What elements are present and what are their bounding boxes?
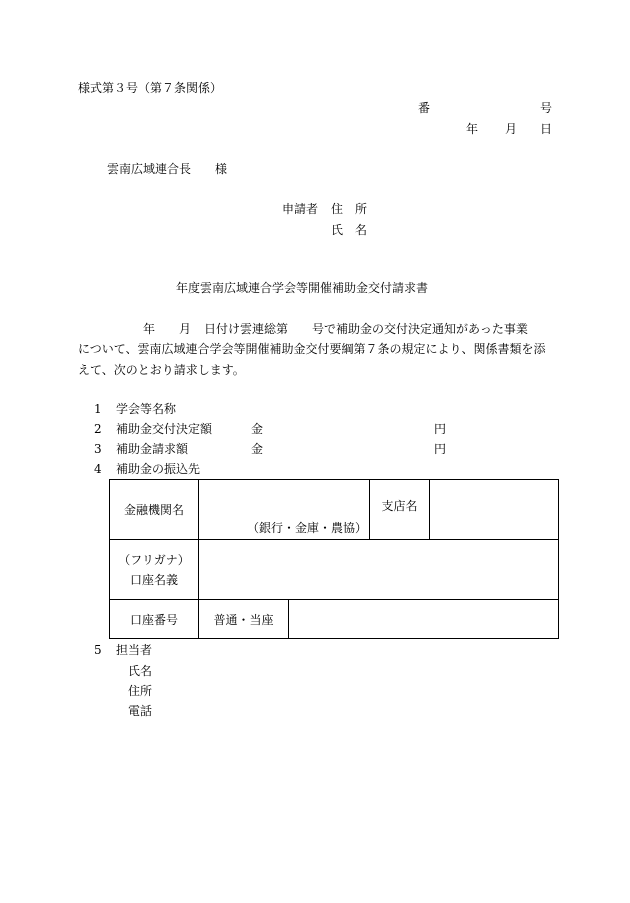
contact-phone: 電話 xyxy=(128,704,153,718)
institution-label-cell xyxy=(110,480,199,540)
item-3-label: 補助金請求額 xyxy=(116,442,189,456)
account-type-cell[interactable] xyxy=(199,600,289,639)
item-2-en: 円 xyxy=(434,422,447,436)
item-4-num: 4 xyxy=(94,462,102,476)
item-2-num: 2 xyxy=(94,422,102,436)
account-number-label-cell xyxy=(110,600,199,639)
account-number-label: 口座番号 xyxy=(129,612,178,627)
number-label: 番 xyxy=(418,101,431,115)
date-year: 年 xyxy=(466,122,479,136)
date-month: 月 xyxy=(505,122,518,136)
body-year: 年 xyxy=(143,322,156,336)
number-go: 号 xyxy=(540,101,553,115)
item-3-num: 3 xyxy=(94,442,102,456)
item-1-num: 1 xyxy=(94,402,102,416)
holder-value-cell[interactable] xyxy=(199,540,559,600)
addressee-name: 雲南広域連合長 xyxy=(107,162,192,176)
institution-label: 金融機関名 xyxy=(123,503,184,517)
bank-table xyxy=(109,479,559,639)
institution-value-cell[interactable] xyxy=(199,480,370,540)
item-2-kin: 金 xyxy=(251,422,264,436)
item-2-label: 補助金交付決定額 xyxy=(116,422,213,436)
body-line3: えて、次のとおり請求します。 xyxy=(78,363,245,377)
contact-name: 氏名 xyxy=(128,664,153,678)
institution-type: （銀行・金庫・農協） xyxy=(247,521,368,535)
contact-address: 住所 xyxy=(128,684,153,698)
applicant-name: 氏 名 xyxy=(331,223,368,237)
document-title: 年度雲南広域連合学会等開催補助金交付請求書 xyxy=(176,281,429,295)
holder-label: 口座名義 xyxy=(129,572,178,587)
item-4-label: 補助金の振込先 xyxy=(116,462,201,476)
form-id: 様式第３号（第７条関係） xyxy=(78,81,223,95)
item-5-label: 担当者 xyxy=(116,643,153,657)
date-day: 日 xyxy=(540,122,553,136)
body-line2: について、雲南広域連合学会等開催補助金交付要綱第７条の規定により、関係書類を添 xyxy=(78,342,546,356)
furigana-label: （フリガナ） xyxy=(118,552,190,567)
body-month: 月 xyxy=(179,322,192,336)
branch-label-cell xyxy=(370,480,430,540)
item-3-kin: 金 xyxy=(251,442,264,456)
item-5-num: 5 xyxy=(94,643,102,657)
applicant-address: 住 所 xyxy=(331,202,368,216)
branch-label: 支店名 xyxy=(381,499,418,513)
item-1-label: 学会等名称 xyxy=(116,402,177,416)
holder-label-cell xyxy=(110,540,199,600)
addressee-sama: 様 xyxy=(215,162,228,176)
item-3-en: 円 xyxy=(434,442,447,456)
account-type: 普通・当座 xyxy=(213,612,274,627)
branch-value-cell[interactable] xyxy=(430,480,559,540)
body-line1: 日付け雲連総第 号で補助金の交付決定通知があった事業 xyxy=(204,322,528,336)
account-number-value-cell[interactable] xyxy=(289,600,559,639)
applicant-label: 申請者 xyxy=(282,202,319,216)
